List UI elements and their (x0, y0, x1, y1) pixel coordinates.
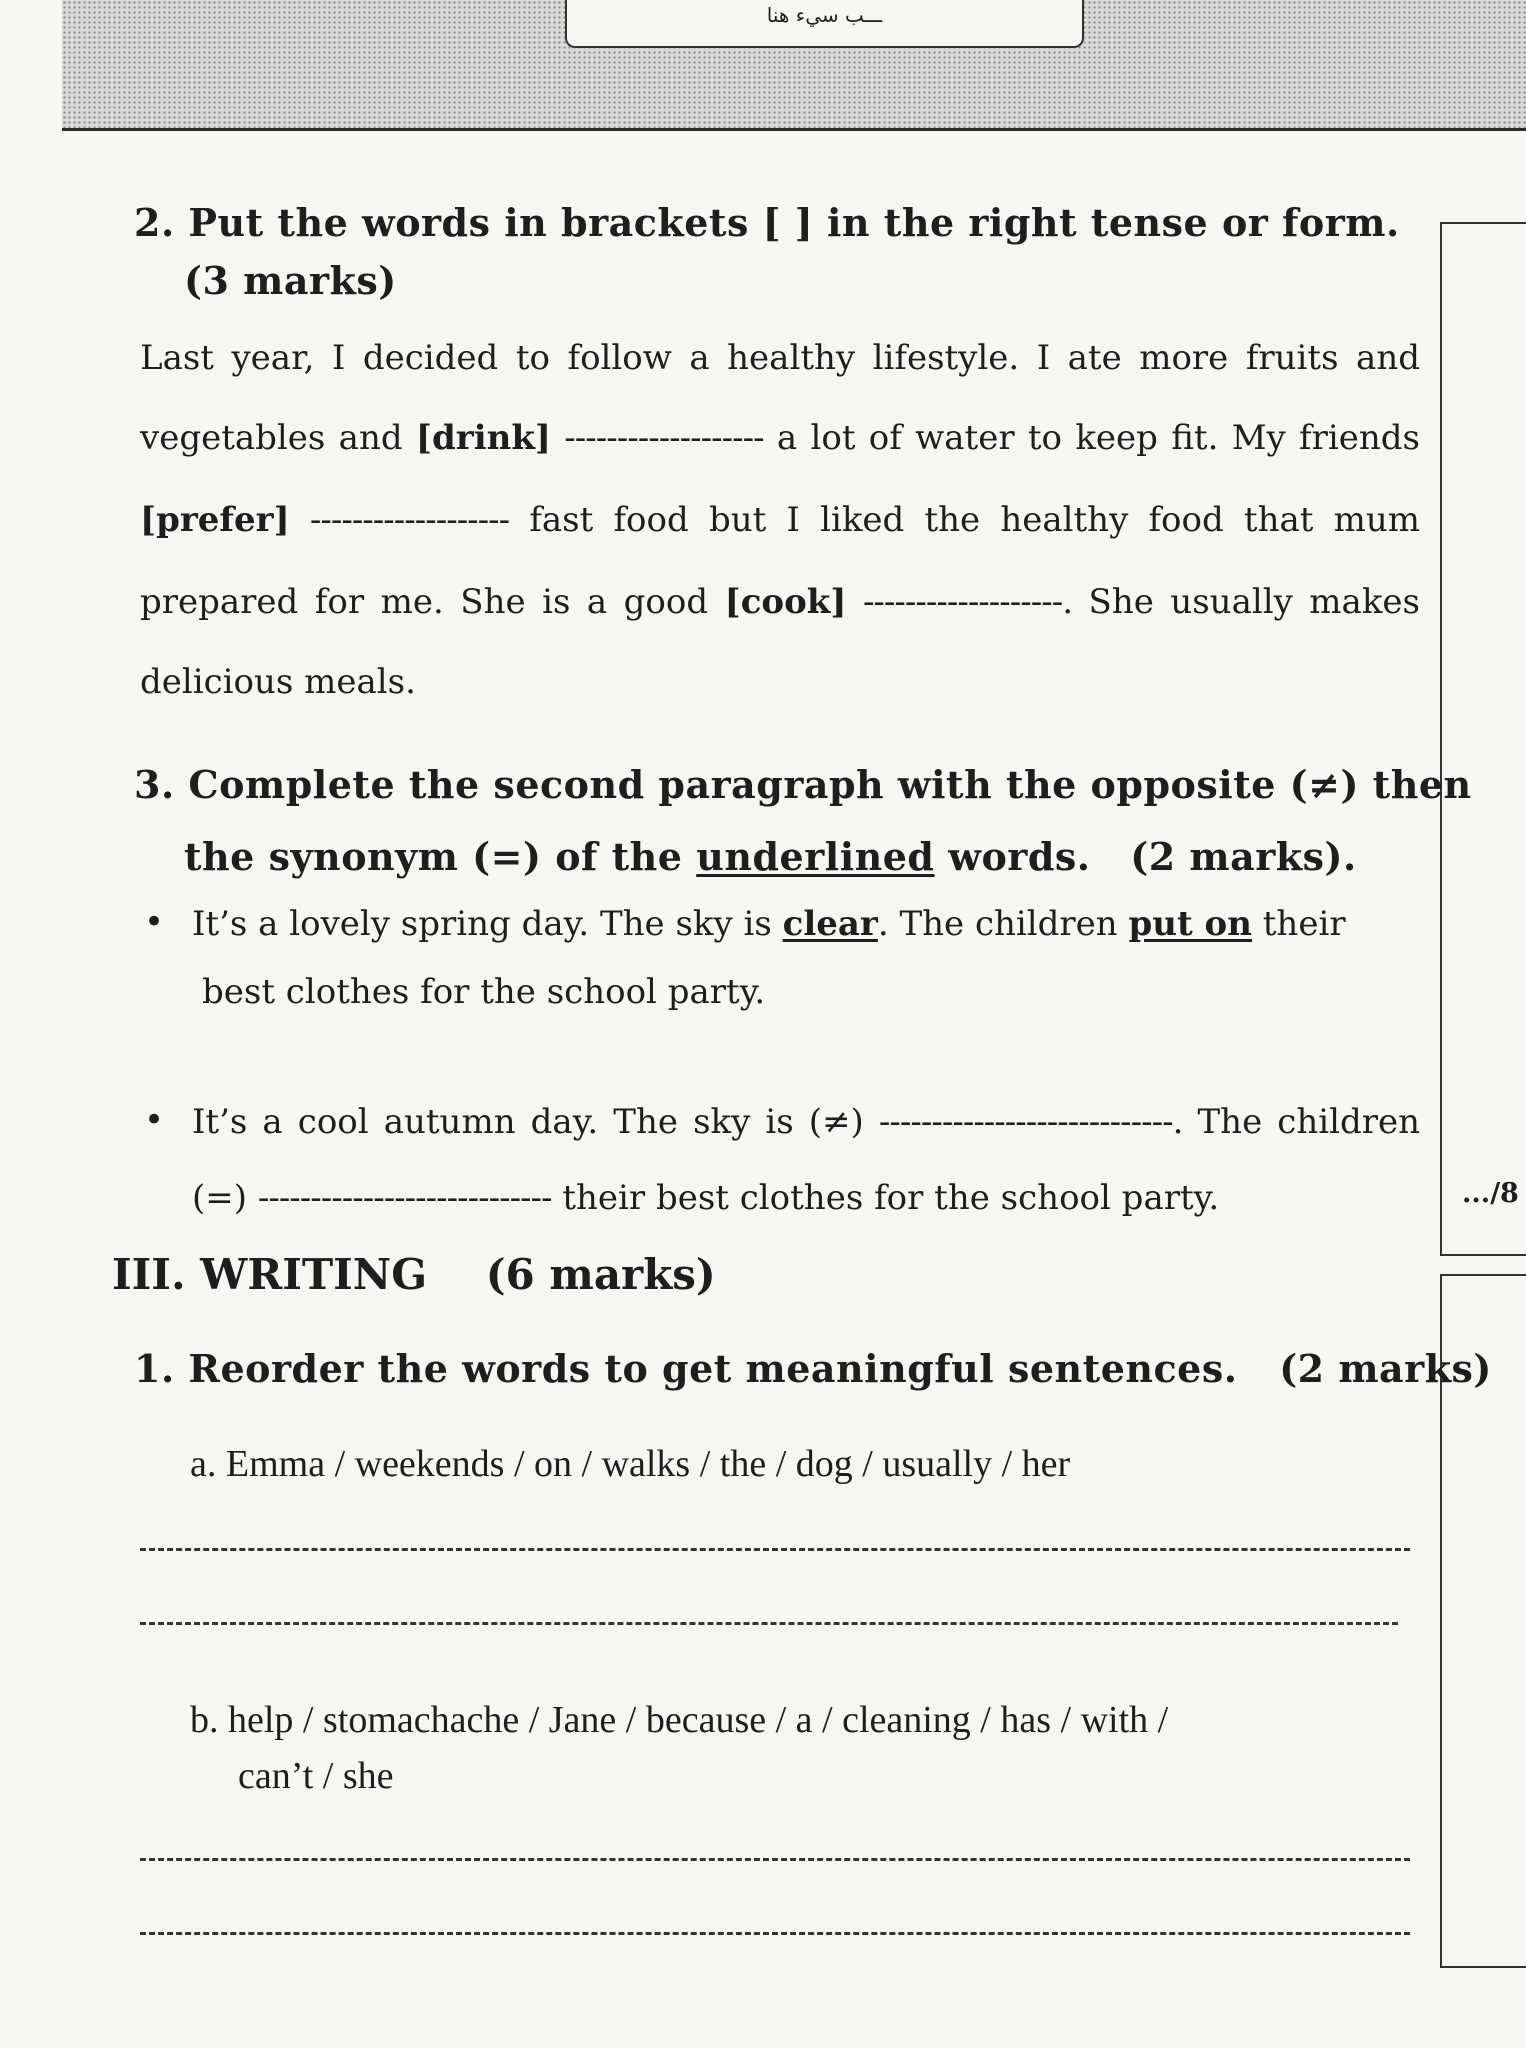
bullet-icon: • (144, 1100, 165, 1140)
answer-blank-opposite[interactable]: ----------------------------. (878, 1102, 1183, 1142)
answer-blank-synonym[interactable]: ---------------------------- (257, 1178, 552, 1218)
q2-line-4 (140, 582, 1420, 622)
q3-paragraph-2-line-2 (192, 1178, 1219, 1218)
w1-title: Reorder the words to get meaningful sentences. (188, 1346, 1238, 1391)
q2-line-1 (140, 338, 1420, 378)
verb-prefer: [prefer] (140, 500, 290, 540)
item-b-line-2: can’t / she (238, 1755, 394, 1797)
underlined-clear: clear (782, 904, 878, 944)
q2-line-4-pre: prepared for me. She is a good (140, 582, 709, 622)
underlined-put-on: put on (1128, 904, 1252, 944)
bullet-icon: • (144, 902, 165, 942)
q3-number: 3. (134, 762, 175, 807)
answer-line-b-2[interactable] (140, 1932, 1410, 1935)
q2-line-3 (140, 500, 1420, 540)
w1-number: 1. (134, 1346, 175, 1391)
q2-title: Put the words in brackets [ ] in the right tense or form. (188, 200, 1400, 245)
q2-line-2 (140, 418, 1420, 458)
q2-number: 2. (134, 200, 175, 245)
item-b-label: b. (190, 1699, 219, 1741)
w1-title-line (134, 1346, 1492, 1391)
header-label-box (565, 0, 1084, 48)
p1-text-b: . The children (877, 904, 1118, 944)
q3-paragraph-2-line-1 (192, 1102, 1420, 1142)
header-label: ـــب سيء هنا (766, 3, 883, 27)
answer-line-a-2[interactable] (140, 1622, 1398, 1625)
q3-title-2-post: words. (948, 834, 1091, 879)
p2-synonym-marker: (=) (192, 1178, 248, 1218)
section-heading: III. WRITING (112, 1250, 428, 1299)
margin-score-label: .../8 (1462, 1178, 1519, 1209)
q2-line-1-text: Last year, I decided to follow a healthy lifestyle. I ate more fruits and (140, 338, 1420, 378)
word-cook: [cook] (724, 582, 847, 622)
q2-title-line (134, 200, 1400, 245)
writing-heading-line (112, 1250, 716, 1299)
q2-line-2-pre: vegetables and (140, 418, 403, 458)
answer-blank-prefer[interactable]: ------------------- (309, 500, 510, 540)
item-b-line-1 (190, 1698, 1168, 1742)
answer-blank-drink[interactable]: ------------------- (564, 418, 764, 458)
p2-text-c: their best clothes for the school party. (562, 1178, 1220, 1218)
p1-text-c: their (1262, 904, 1346, 944)
q2-line-3-post: fast food but I liked the healthy food that mum (529, 500, 1420, 540)
p2-text-a: It’s a cool autumn day. The sky is (≠) (192, 1102, 864, 1142)
margin-score-box-1 (1440, 222, 1526, 1256)
q2-marks: (3 marks) (184, 258, 397, 303)
p2-text-b: The children (1197, 1102, 1421, 1142)
p1-text-a: It’s a lovely spring day. The sky is (192, 904, 772, 944)
w1-marks: (2 marks) (1279, 1346, 1492, 1391)
item-b-words-1: help / stomachache / Jane / because / a / cleaning / has / with / (228, 1699, 1169, 1741)
section-marks: (6 marks) (485, 1250, 716, 1299)
item-a-words: Emma / weekends / on / walks / the / dog / usually / her (225, 1443, 1071, 1485)
q2-line-4-post: She usually makes (1088, 582, 1420, 622)
q2-line-2-post: a lot of water to keep fit. My friends (776, 418, 1420, 458)
verb-drink: [drink] (415, 418, 551, 458)
answer-line-a-1[interactable] (140, 1548, 1410, 1551)
q3-title-line-2 (184, 834, 1357, 879)
q3-paragraph-1-line-1 (192, 904, 1346, 944)
q3-title-line-1 (134, 762, 1472, 807)
item-a (190, 1442, 1070, 1486)
q3-paragraph-1-line-2: best clothes for the school party. (202, 972, 766, 1012)
q2-line-5: delicious meals. (140, 662, 416, 702)
q3-marks: (2 marks). (1130, 834, 1357, 879)
answer-blank-cook[interactable]: -------------------. (862, 582, 1073, 622)
item-a-label: a. (190, 1443, 217, 1485)
answer-line-b-1[interactable] (140, 1858, 1410, 1861)
q3-title-1: Complete the second paragraph with the opposite (≠) then (188, 762, 1472, 807)
q3-title-2-pre: the synonym (=) of the (184, 834, 683, 879)
q3-title-underlined: underlined (696, 834, 935, 879)
